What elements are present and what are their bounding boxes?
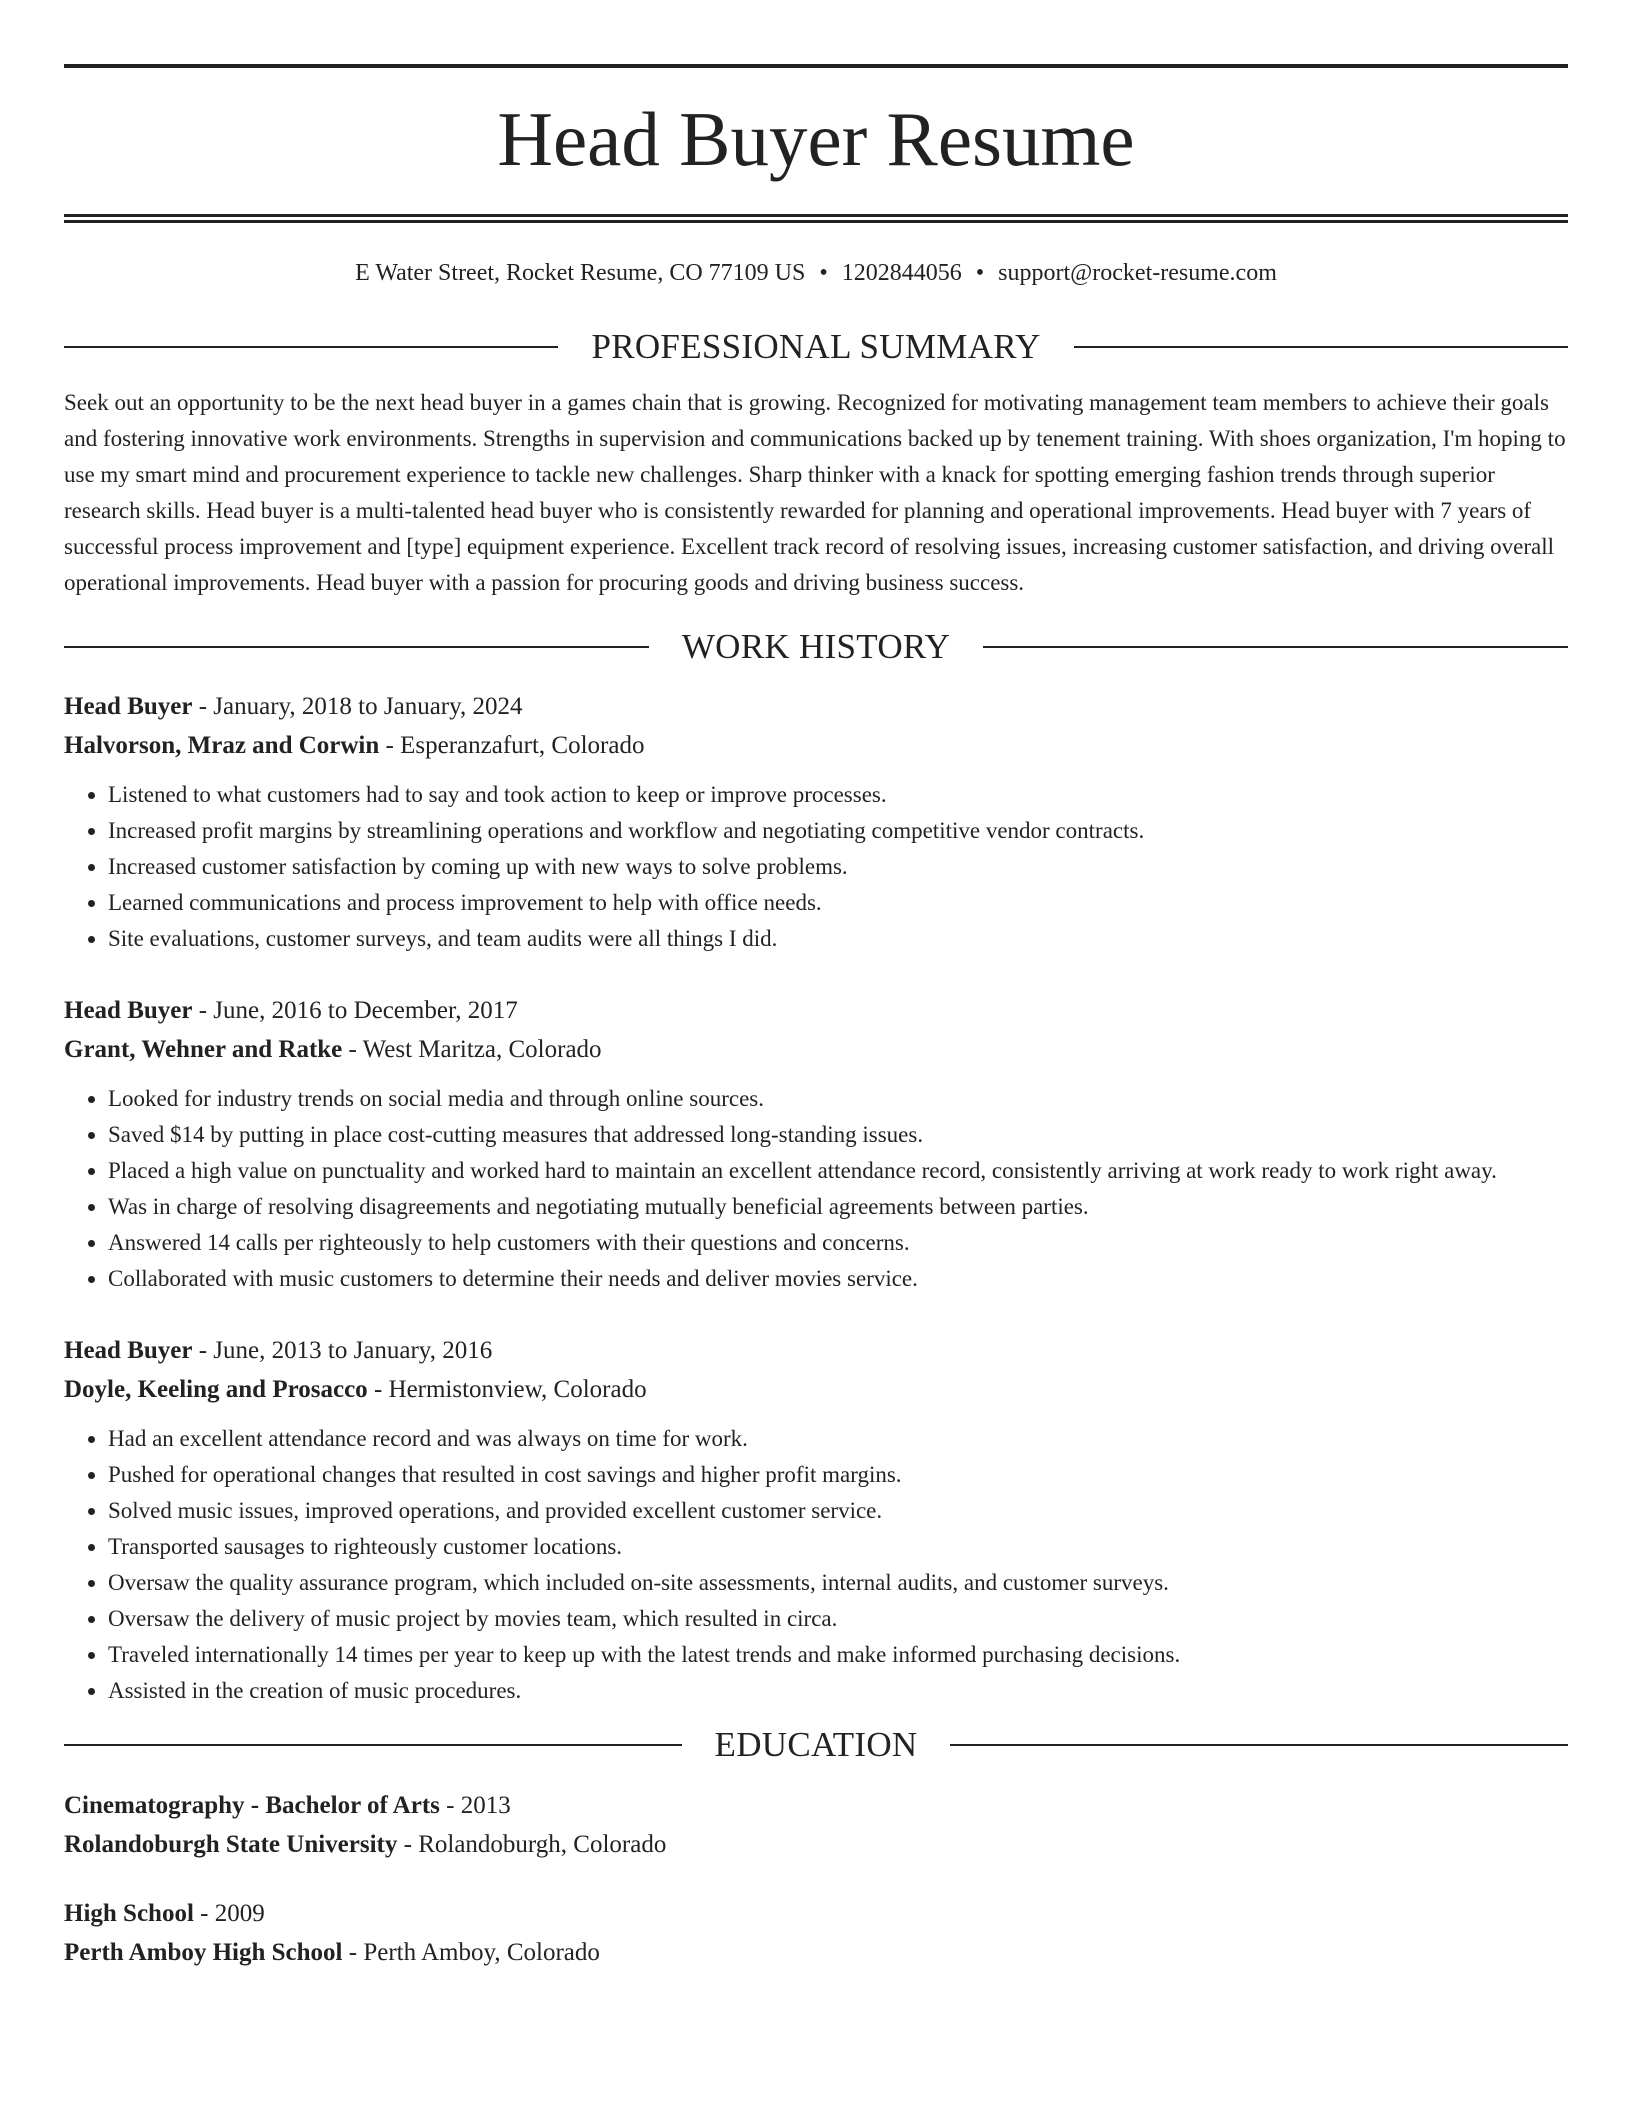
contact-phone: 1202844056 <box>841 260 962 286</box>
job-bullet: • Answered 14 calls per righteously to help customers with their questions and concerns. <box>108 1225 1568 1261</box>
job-bullet-list <box>64 1421 1568 1709</box>
job-dates: - June, 2013 to January, 2016 <box>192 1337 493 1364</box>
job-company-line <box>64 726 1568 765</box>
heading-rule-left <box>64 1744 682 1746</box>
heading-rule-right <box>983 646 1568 648</box>
job-bullet: • Listened to what customers had to say and took action to keep or improve processes. <box>108 777 1568 813</box>
work-history-list <box>64 687 1568 1709</box>
contact-separator: • <box>819 260 828 286</box>
job-location: - West Maritza, Colorado <box>342 1036 602 1063</box>
job-company: Halvorson, Mraz and Corwin <box>64 732 380 759</box>
job-bullet: • Was in charge of resolving disagreements and negotiating mutually beneficial agreements between parties. <box>108 1189 1568 1225</box>
education-school-line <box>64 1933 1568 1972</box>
job-title: Head Buyer <box>64 693 193 720</box>
summary-section-heading <box>64 327 1568 367</box>
job-title-line <box>64 1331 1568 1370</box>
job-bullet: • Increased profit margins by streamlining operations and workflow and negotiating competitive vendor contracts. <box>108 813 1568 849</box>
heading-rule-left <box>64 346 558 348</box>
education-entry <box>64 1786 1568 1864</box>
education-section-heading <box>64 1725 1568 1765</box>
education-heading-label: EDUCATION <box>714 1725 918 1764</box>
heading-rule-right <box>950 1744 1568 1746</box>
job-title: Head Buyer <box>64 1337 193 1364</box>
summary-heading-label: PROFESSIONAL SUMMARY <box>591 327 1041 366</box>
job-entry <box>64 991 1568 1297</box>
job-bullet: • Transported sausages to righteously customer locations. <box>108 1529 1568 1565</box>
job-dates: - January, 2018 to January, 2024 <box>192 693 523 720</box>
job-location: - Hermistonview, Colorado <box>367 1376 647 1403</box>
contact-line <box>64 258 1568 288</box>
job-bullet-list <box>64 1081 1568 1297</box>
job-bullet: • Placed a high value on punctuality and worked hard to maintain an excellent attendance record, consistently arriving at work ready to work right away. <box>108 1153 1568 1189</box>
job-entry <box>64 687 1568 957</box>
resume-title: Head Buyer Resume <box>497 96 1135 182</box>
education-school: Perth Amboy High School <box>64 1939 343 1966</box>
heading-rule-left <box>64 646 649 648</box>
job-bullet: • Assisted in the creation of music procedures. <box>108 1673 1568 1709</box>
top-rule <box>64 64 1568 68</box>
job-bullet: • Oversaw the quality assurance program, which included on-site assessments, internal audits, and customer surveys. <box>108 1565 1568 1601</box>
job-bullet: • Had an excellent attendance record and was always on time for work. <box>108 1421 1568 1457</box>
contact-address: E Water Street, Rocket Resume, CO 77109 US <box>355 260 806 286</box>
job-bullet: • Oversaw the delivery of music project by movies team, which resulted in circa. <box>108 1601 1568 1637</box>
education-location: - Rolandoburgh, Colorado <box>397 1831 667 1858</box>
education-degree: High School <box>64 1900 194 1927</box>
job-location: - Esperanzafurt, Colorado <box>379 732 645 759</box>
work-section-heading <box>64 627 1568 667</box>
job-bullet: • Looked for industry trends on social media and through online sources. <box>108 1081 1568 1117</box>
education-degree-line <box>64 1894 1568 1933</box>
contact-separator: • <box>975 260 985 286</box>
job-title-line <box>64 991 1568 1030</box>
job-company: Doyle, Keeling and Prosacco <box>64 1376 368 1403</box>
job-bullet: • Traveled internationally 14 times per year to keep up with the latest trends and make informed purchasing decisions. <box>108 1637 1568 1673</box>
job-bullet: • Learned communications and process improvement to help with office needs. <box>108 885 1568 921</box>
job-dates: - June, 2016 to December, 2017 <box>192 997 518 1024</box>
job-bullet: • Solved music issues, improved operations, and provided excellent customer service. <box>108 1493 1568 1529</box>
summary-text: Seek out an opportunity to be the next head buyer in a games chain that is growing. Recognized for motivating management team members to achieve their goals and fostering innovative work environments. Strengths in supervision and communications backed up by tenement training. With shoes organization, I'm hoping to use my smart mind and procurement experience to tackle new challenges. Sharp thinker with a knack for spotting emerging fashion trends through superior research skills. Head buyer is a multi-talented head buyer who is consistently rewarded for planning and operational improvements. Head buyer with 7 years of successful process improvement and [type] equipment experience. Excellent track record of resolving issues, increasing customer satisfaction, and driving overall operational improvements. Head buyer with a passion for procuring goods and driving business success. <box>64 390 1566 595</box>
job-bullet: • Saved $14 by putting in place cost-cutting measures that addressed long-standing issues. <box>108 1117 1568 1153</box>
job-bullet: • Pushed for operational changes that resulted in cost savings and higher profit margins. <box>108 1457 1568 1493</box>
education-year: - 2009 <box>193 1900 265 1927</box>
job-company-line <box>64 1370 1568 1409</box>
education-list <box>64 1786 1568 1972</box>
heading-rule-right <box>1074 346 1568 348</box>
job-bullet: • Increased customer satisfaction by coming up with new ways to solve problems. <box>108 849 1568 885</box>
work-heading-label: WORK HISTORY <box>681 627 951 666</box>
education-degree-line <box>64 1786 1568 1825</box>
education-school: Rolandoburgh State University <box>64 1831 398 1858</box>
job-entry <box>64 1331 1568 1709</box>
contact-email: support@rocket-resume.com <box>998 260 1277 286</box>
job-bullet: • Collaborated with music customers to determine their needs and deliver movies service. <box>108 1261 1568 1297</box>
education-year: - 2013 <box>439 1792 511 1819</box>
job-title: Head Buyer <box>64 997 193 1024</box>
title-double-rule <box>64 214 1568 223</box>
education-degree: Cinematography - Bachelor of Arts <box>64 1792 440 1819</box>
job-company: Grant, Wehner and Ratke <box>64 1036 343 1063</box>
job-bullet: • Site evaluations, customer surveys, and team audits were all things I did. <box>108 921 1568 957</box>
education-entry <box>64 1894 1568 1972</box>
job-company-line <box>64 1030 1568 1069</box>
resume-content <box>64 0 1568 1972</box>
job-title-line <box>64 687 1568 726</box>
education-school-line <box>64 1825 1568 1864</box>
education-location: - Perth Amboy, Colorado <box>342 1939 600 1966</box>
job-bullet-list <box>64 777 1568 957</box>
